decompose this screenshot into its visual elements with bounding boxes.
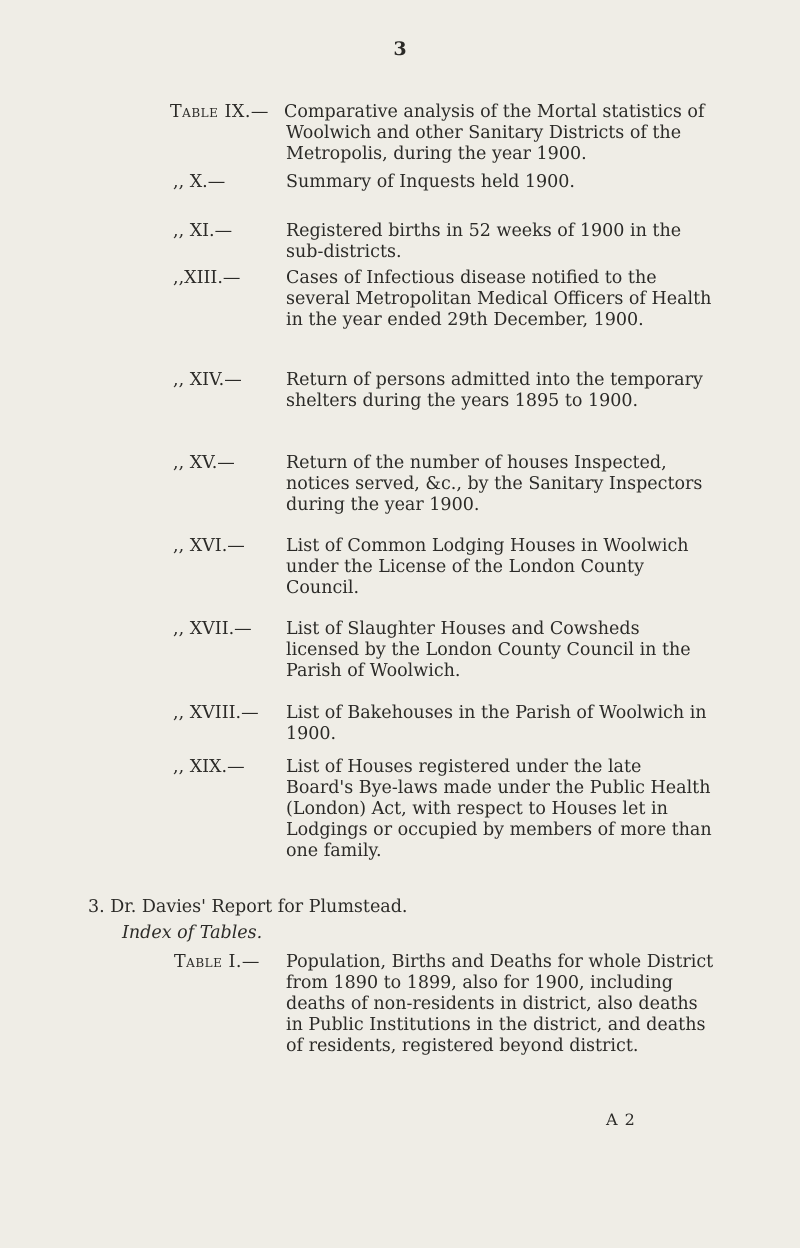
table-entry-xiv xyxy=(173,370,714,412)
table-entry-ix xyxy=(170,102,714,165)
entry-text: Registered births in 52 weeks of 1900 in the sub-districts. xyxy=(286,221,682,262)
entry-text: Summary of Inquests held 1900. xyxy=(286,172,575,192)
plumstead-table-entry-i xyxy=(174,952,714,1057)
entry-lead: ,, XV.— xyxy=(173,453,235,473)
table-entry-xvi xyxy=(173,536,714,599)
entry-text: Return of the number of houses Inspected, notices served, &c., by the Sanitary Inspectors during the year 1900. xyxy=(286,453,703,515)
entry-text: List of Common Lodging Houses in Woolwich under the License of the London County Council. xyxy=(286,536,689,598)
entry-text: List of Bakehouses in the Parish of Woolwich in 1900. xyxy=(286,703,707,744)
entry-lead: Table I.— xyxy=(174,952,260,972)
entry-text: Cases of Infectious disease notified to the several Metropolitan Medical Officers of Health in the year ended 29th December, 1900. xyxy=(286,268,712,330)
entry-text: List of Slaughter Houses and Cowsheds licensed by the London County Council in the Parish of Woolwich. xyxy=(286,619,691,681)
page-number: 3 xyxy=(393,38,407,60)
table-entry-xix xyxy=(173,757,714,862)
table-entry-x xyxy=(173,172,714,193)
entry-lead: ,, XVI.— xyxy=(173,536,245,556)
entry-lead: ,, XI.— xyxy=(173,221,233,241)
entry-text: Return of persons admitted into the temporary shelters during the years 1895 to 1900. xyxy=(286,370,703,411)
index-heading: Index of Tables. xyxy=(122,923,263,943)
entry-lead: ,, XIX.— xyxy=(173,757,245,777)
entry-lead: ,, XVIII.— xyxy=(173,703,259,723)
signature-mark: A 2 xyxy=(606,1110,636,1129)
entry-text: Comparative analysis of the Mortal statistics of Woolwich and other Sanitary Districts of the Metropolis, during the year 1900. xyxy=(284,102,705,164)
table-entry-xviii xyxy=(173,703,714,745)
entry-lead: ,, XIV.— xyxy=(173,370,242,390)
table-entry-xiii xyxy=(173,268,714,331)
entry-text: Population, Births and Deaths for whole District from 1890 to 1899, also for 1900, including deaths of non-residents in district, also deaths in Public Institutions in the district, and deaths of residents, registered beyond district. xyxy=(286,952,714,1056)
table-entry-xvii xyxy=(173,619,714,682)
table-entry-xv xyxy=(173,453,714,516)
entry-lead: Table IX.— xyxy=(170,102,269,122)
section-heading: 3. Dr. Davies' Report for Plumstead. xyxy=(88,897,408,917)
entry-text: List of Houses registered under the late Board's Bye-laws made under the Public Health (London) Act, with respect to Houses let in Lodgings or occupied by members of more than one family. xyxy=(286,757,712,861)
entry-lead: ,, XVII.— xyxy=(173,619,252,639)
entry-lead: ,, X.— xyxy=(173,172,226,192)
entry-lead: ,,XIII.— xyxy=(173,268,241,288)
table-entry-xi xyxy=(173,221,714,263)
